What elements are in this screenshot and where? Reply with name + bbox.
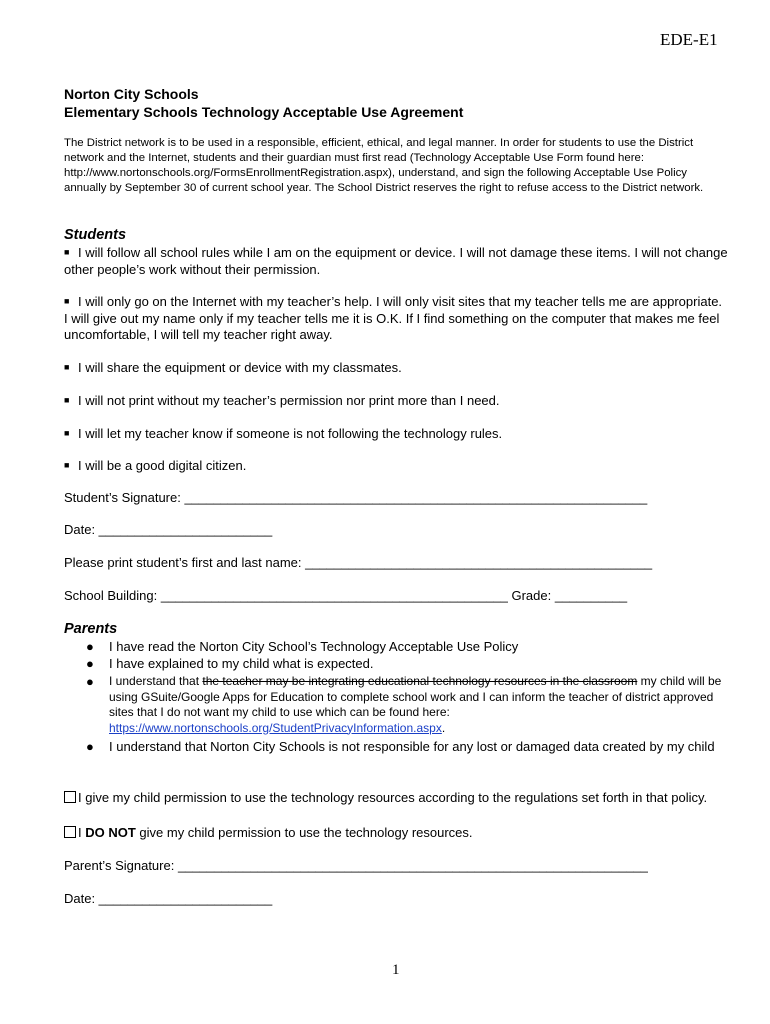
student-rule-6: ■ I will be a good digital citizen. bbox=[64, 458, 247, 473]
student-rule-2: ■ I will only go on the Internet with my teacher’s help. I will only visit sites that my teacher tells me are appropriate. I will give out my name only if my teacher tells me it is O.K. If I find something on the computer that makes me feel uncomfortable, I will tell my teacher right away. bbox=[64, 294, 723, 342]
parent-item-2: ● I have explained to my child what is expected. bbox=[86, 656, 374, 671]
parent-item-1: ● I have read the Norton City School’s Technology Acceptable Use Policy bbox=[86, 639, 519, 654]
parent-item-4: ● I understand that Norton City Schools is not responsible for any lost or damaged data created by my child bbox=[86, 739, 715, 754]
student-signature-field[interactable]: Student’s Signature: ________________________________________________________________ bbox=[64, 490, 648, 505]
privacy-info-link[interactable]: https://www.nortonschools.org/StudentPrivacyInformation.aspx bbox=[109, 720, 442, 735]
bullet-dot-icon: ● bbox=[86, 639, 94, 654]
permission-deny: I DO NOT give my child permission to use the technology resources. bbox=[64, 825, 729, 842]
parents-heading: Parents bbox=[64, 621, 118, 637]
parent-item-3: ● I understand that the teacher may be integrating educational technology resources in the classroom my child will be using GSuite/Google Apps for Education to complete school work and I can inform the teacher of district approved sites that I do not want my child to use which can be found here: https://www.nortonschools.org/StudentPrivacyInformation.aspx. bbox=[86, 674, 722, 735]
students-heading: Students bbox=[64, 227, 127, 243]
bullet-dot-icon: ● bbox=[86, 656, 94, 671]
struck-text: the teacher may be integrating educational technology resources in the classroom bbox=[202, 674, 638, 688]
bullet-square-icon: ■ bbox=[64, 247, 70, 257]
title-school: Norton City Schools bbox=[64, 86, 199, 102]
bullet-square-icon: ■ bbox=[64, 428, 70, 438]
bullet-dot-icon: ● bbox=[86, 674, 94, 689]
student-rule-3: ■ I will share the equipment or device with my classmates. bbox=[64, 360, 402, 375]
permission-give-checkbox[interactable] bbox=[64, 791, 76, 803]
bullet-dot-icon: ● bbox=[86, 739, 94, 754]
bullet-square-icon: ■ bbox=[64, 460, 70, 470]
bullet-square-icon: ■ bbox=[64, 296, 70, 306]
document-code: EDE-E1 bbox=[660, 30, 718, 49]
parent-date-field[interactable]: Date: ________________________ bbox=[64, 891, 273, 906]
student-name-field[interactable]: Please print student’s first and last name: ________________________________________________ bbox=[64, 555, 653, 570]
bullet-square-icon: ■ bbox=[64, 362, 70, 372]
student-rule-5: ■ I will let my teacher know if someone is not following the technology rules. bbox=[64, 426, 503, 441]
bullet-square-icon: ■ bbox=[64, 395, 70, 405]
permission-give: I give my child permission to use the technology resources according to the regulations set forth in that policy. bbox=[64, 790, 729, 807]
student-rule-4: ■ I will not print without my teacher’s permission nor print more than I need. bbox=[64, 393, 500, 408]
school-building-grade-field[interactable]: School Building: ________________________________________________ Grade: __________ bbox=[64, 588, 628, 603]
page-number: 1 bbox=[392, 962, 400, 978]
student-date-field[interactable]: Date: ________________________ bbox=[64, 522, 273, 537]
student-rule-1: ■ I will follow all school rules while I am on the equipment or device. I will not damage these items. I will not change other people’s work without their permission. bbox=[64, 245, 728, 277]
title-agreement: Elementary Schools Technology Acceptable Use Agreement bbox=[64, 104, 464, 120]
parent-signature-field[interactable]: Parent’s Signature: _________________________________________________________________ bbox=[64, 858, 648, 873]
permission-deny-checkbox[interactable] bbox=[64, 826, 76, 838]
intro-paragraph: The District network is to be used in a responsible, efficient, ethical, and legal manner. In order for students to use the District network and the Internet, students and their guardian must first read (Technology Acceptable Use Form found here: http://www.nortonschools.org/FormsEnrollmentRegistration.aspx), understand, and sign the following Acceptable Use Policy annually by September 30 of current school year. The School District reserves the right to refuse access to the District network. bbox=[64, 137, 704, 194]
